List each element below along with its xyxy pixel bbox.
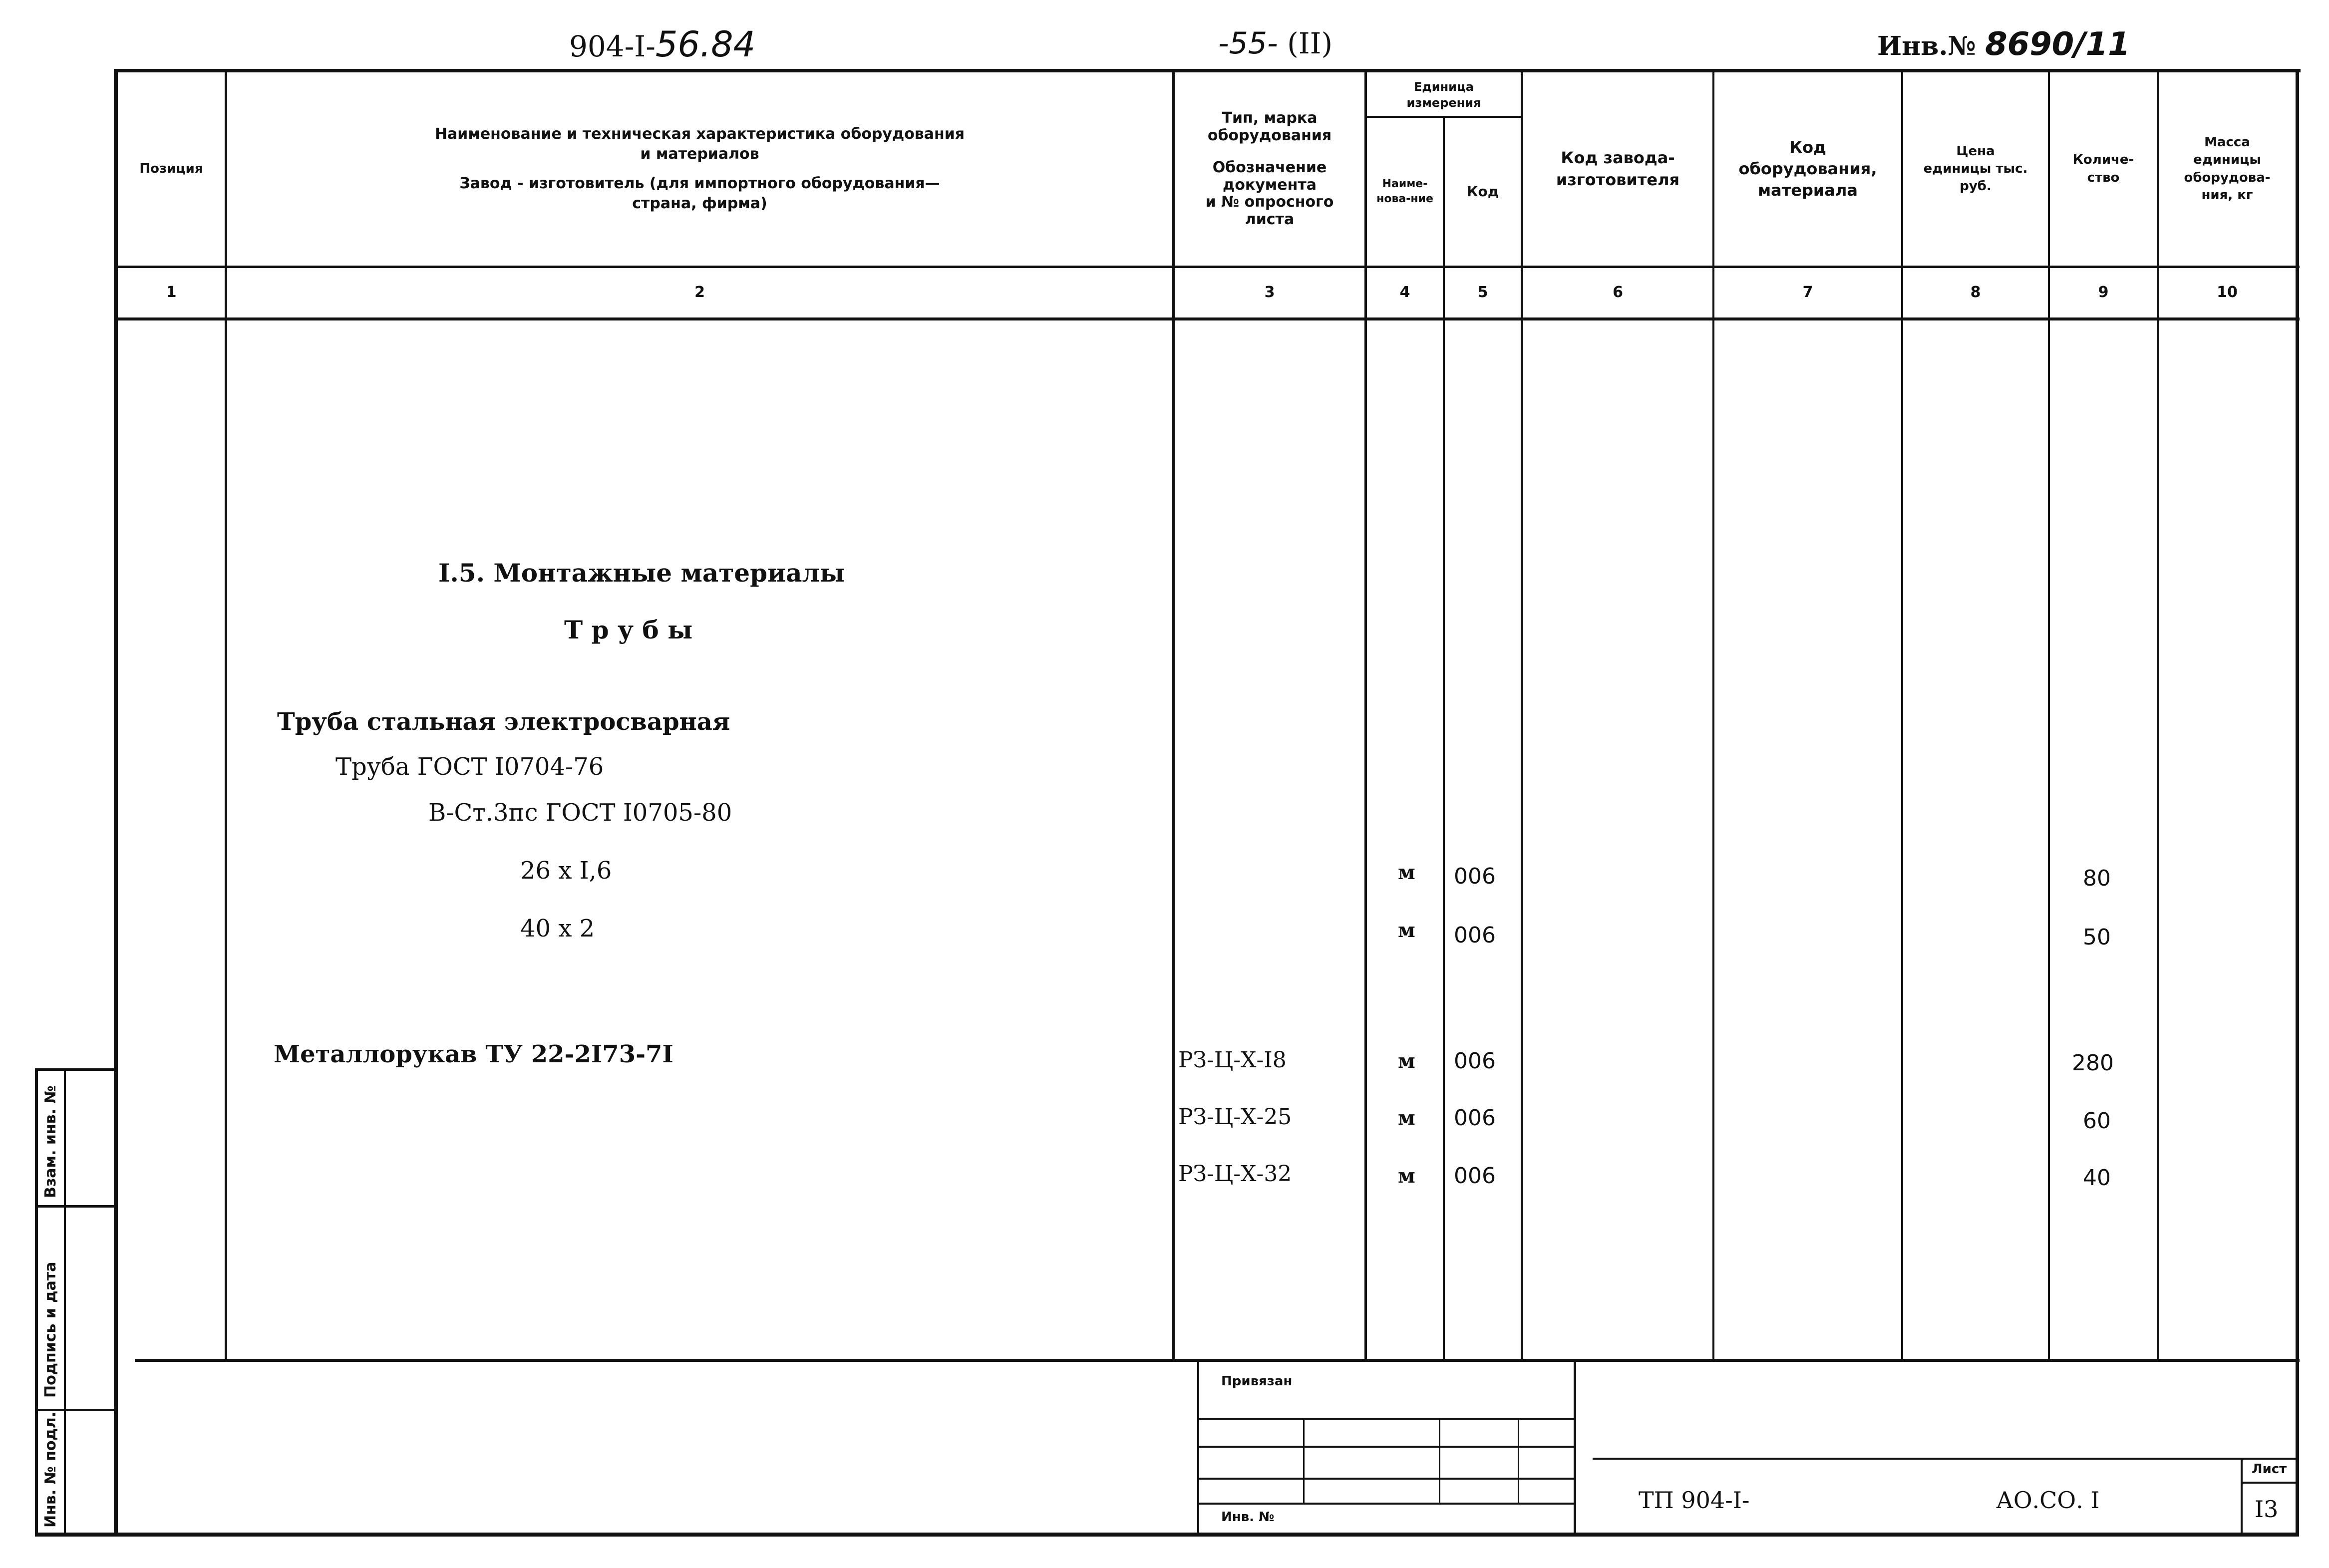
col-number-4: 4 — [1399, 284, 1410, 301]
sheet-box-left — [2241, 1458, 2243, 1533]
title-block-sheet-label: Лист — [2252, 1462, 2287, 1477]
stamp-col-2 — [1439, 1418, 1440, 1503]
header-type-line4: документа — [1223, 176, 1317, 194]
side-label-signature: Подпись и дата — [42, 1261, 59, 1398]
row2-code: 006 — [1454, 923, 1496, 948]
inventory-handwritten: 8690/11 — [1985, 26, 2130, 63]
header-type-line6: листа — [1245, 210, 1295, 228]
title-block-divider — [1593, 1458, 2297, 1460]
header-type-line1: Тип, марка — [1222, 109, 1318, 127]
row5-code: 006 — [1454, 1163, 1496, 1189]
header-name-line3: Завод - изготовитель (для импортного оборудования— — [459, 174, 940, 192]
side-strip-top — [35, 1068, 118, 1071]
header-type-line5: и № опросного — [1205, 193, 1334, 211]
header-mass: Масса единицы оборудова-ния, кг — [2184, 135, 2271, 203]
header-type — [1175, 72, 1364, 266]
row4-type: РЗ-Ц-Х-25 — [1178, 1104, 1292, 1130]
header-type-line2: оборудования — [1207, 126, 1332, 144]
stamp-box-top — [1197, 1359, 1199, 1537]
header-divider — [114, 266, 2300, 268]
inventory-number — [1877, 26, 2130, 63]
numbers-divider — [114, 317, 2300, 320]
col-number-9: 9 — [2098, 284, 2109, 301]
stamp-row-4 — [1199, 1503, 1574, 1505]
sheet-box-mid — [2243, 1482, 2297, 1484]
header-name-line2: и материалов — [640, 145, 759, 163]
side-strip-div2 — [35, 1409, 118, 1411]
stamp-inv-label: Инв. № — [1221, 1510, 1275, 1525]
side-label-inventory: Инв. № подл. — [42, 1411, 59, 1528]
col-number-1: 1 — [166, 284, 177, 301]
header-price: Цена единицы тыс. руб. — [1923, 143, 2028, 194]
header-name — [227, 72, 1172, 266]
header-quantity: Количе-ство — [2072, 152, 2134, 185]
row4-unit: м — [1398, 1106, 1415, 1130]
header-maker-code: Код завода-изготовителя — [1556, 148, 1680, 189]
row3-type: РЗ-Ц-Х-I8 — [1178, 1047, 1287, 1073]
col-number-2: 2 — [694, 284, 705, 301]
header-name-line1: Наименование и техническая характеристика оборудования — [434, 125, 965, 143]
col-number-6: 6 — [1613, 284, 1623, 301]
row2-unit: м — [1398, 919, 1415, 942]
frame-top — [114, 69, 2301, 72]
row5-type: РЗ-Ц-Х-32 — [1178, 1161, 1292, 1187]
item-pipe-title: Труба стальная электросварная — [277, 708, 730, 736]
frame-bottom — [35, 1533, 2299, 1537]
row1-size: 26 x I,6 — [520, 857, 612, 885]
section-title: I.5. Монтажные материалы — [438, 558, 845, 588]
row2-qty: 50 — [2083, 925, 2111, 950]
page-number-handwritten: -55- — [1218, 26, 1278, 61]
table-bottom — [135, 1359, 2300, 1362]
subsection-title: Т р у б ы — [564, 615, 693, 644]
header-equipment-code: Код оборудования, материала — [1738, 137, 1877, 200]
side-label-replacement: Взам. инв. № — [42, 1085, 59, 1198]
row1-unit: м — [1398, 861, 1415, 884]
document-code-prefix: 904-I- — [569, 29, 656, 63]
frame-right — [2296, 69, 2299, 1537]
page-part: (II) — [1287, 26, 1333, 60]
item-pipe-steel: В-Ст.3пс ГОСТ I0705-80 — [428, 799, 732, 827]
stamp-privyazan-label: Привязан — [1221, 1374, 1293, 1389]
header-position: Позиция — [139, 161, 203, 176]
row3-unit: м — [1398, 1049, 1415, 1073]
item-metal-hose: Металлорукав ТУ 22-2I73-7I — [274, 1040, 673, 1068]
document-code-handwritten: 56.84 — [655, 24, 756, 65]
row3-code: 006 — [1454, 1048, 1496, 1074]
header-unit-name: Наиме-нова-ние — [1376, 178, 1433, 205]
col-number-10: 10 — [2217, 284, 2238, 301]
title-block-doc-code: ТП 904-I- — [1639, 1487, 1750, 1514]
header-type-line3: Обозначение — [1212, 159, 1327, 176]
stamp-box-right — [1574, 1359, 1576, 1537]
col-number-3: 3 — [1264, 284, 1275, 301]
row5-qty: 40 — [2083, 1165, 2111, 1191]
side-strip-div1 — [35, 1205, 118, 1208]
stamp-col-3 — [1518, 1418, 1519, 1503]
col-number-7: 7 — [1802, 284, 1813, 301]
stamp-col-1 — [1303, 1418, 1305, 1503]
row1-qty: 80 — [2083, 866, 2111, 891]
frame-left — [114, 69, 118, 1537]
row1-code: 006 — [1454, 864, 1496, 889]
header-unit-group: Единица измерения — [1406, 79, 1481, 110]
col-line-4 — [1443, 116, 1445, 1362]
item-pipe-standard: Труба ГОСТ I0704-76 — [335, 753, 604, 781]
header-name-line4: страна, фирма) — [632, 195, 767, 212]
row4-qty: 60 — [2083, 1108, 2111, 1134]
header-unit-code: Код — [1466, 183, 1499, 200]
title-block-sheet-number: I3 — [2255, 1496, 2279, 1523]
col-number-8: 8 — [1970, 284, 1981, 301]
title-block-album: АО.СО. I — [1996, 1487, 2100, 1514]
inventory-label: Инв.№ — [1877, 31, 1976, 61]
col-number-5: 5 — [1477, 284, 1488, 301]
row3-qty: 280 — [2072, 1050, 2114, 1076]
page-marker — [1218, 26, 1332, 61]
row2-size: 40 x 2 — [520, 915, 595, 942]
side-strip-left — [35, 1068, 38, 1537]
row5-unit: м — [1398, 1164, 1415, 1188]
document-code — [569, 24, 755, 65]
side-strip-mid — [64, 1068, 66, 1537]
row4-code: 006 — [1454, 1105, 1496, 1131]
